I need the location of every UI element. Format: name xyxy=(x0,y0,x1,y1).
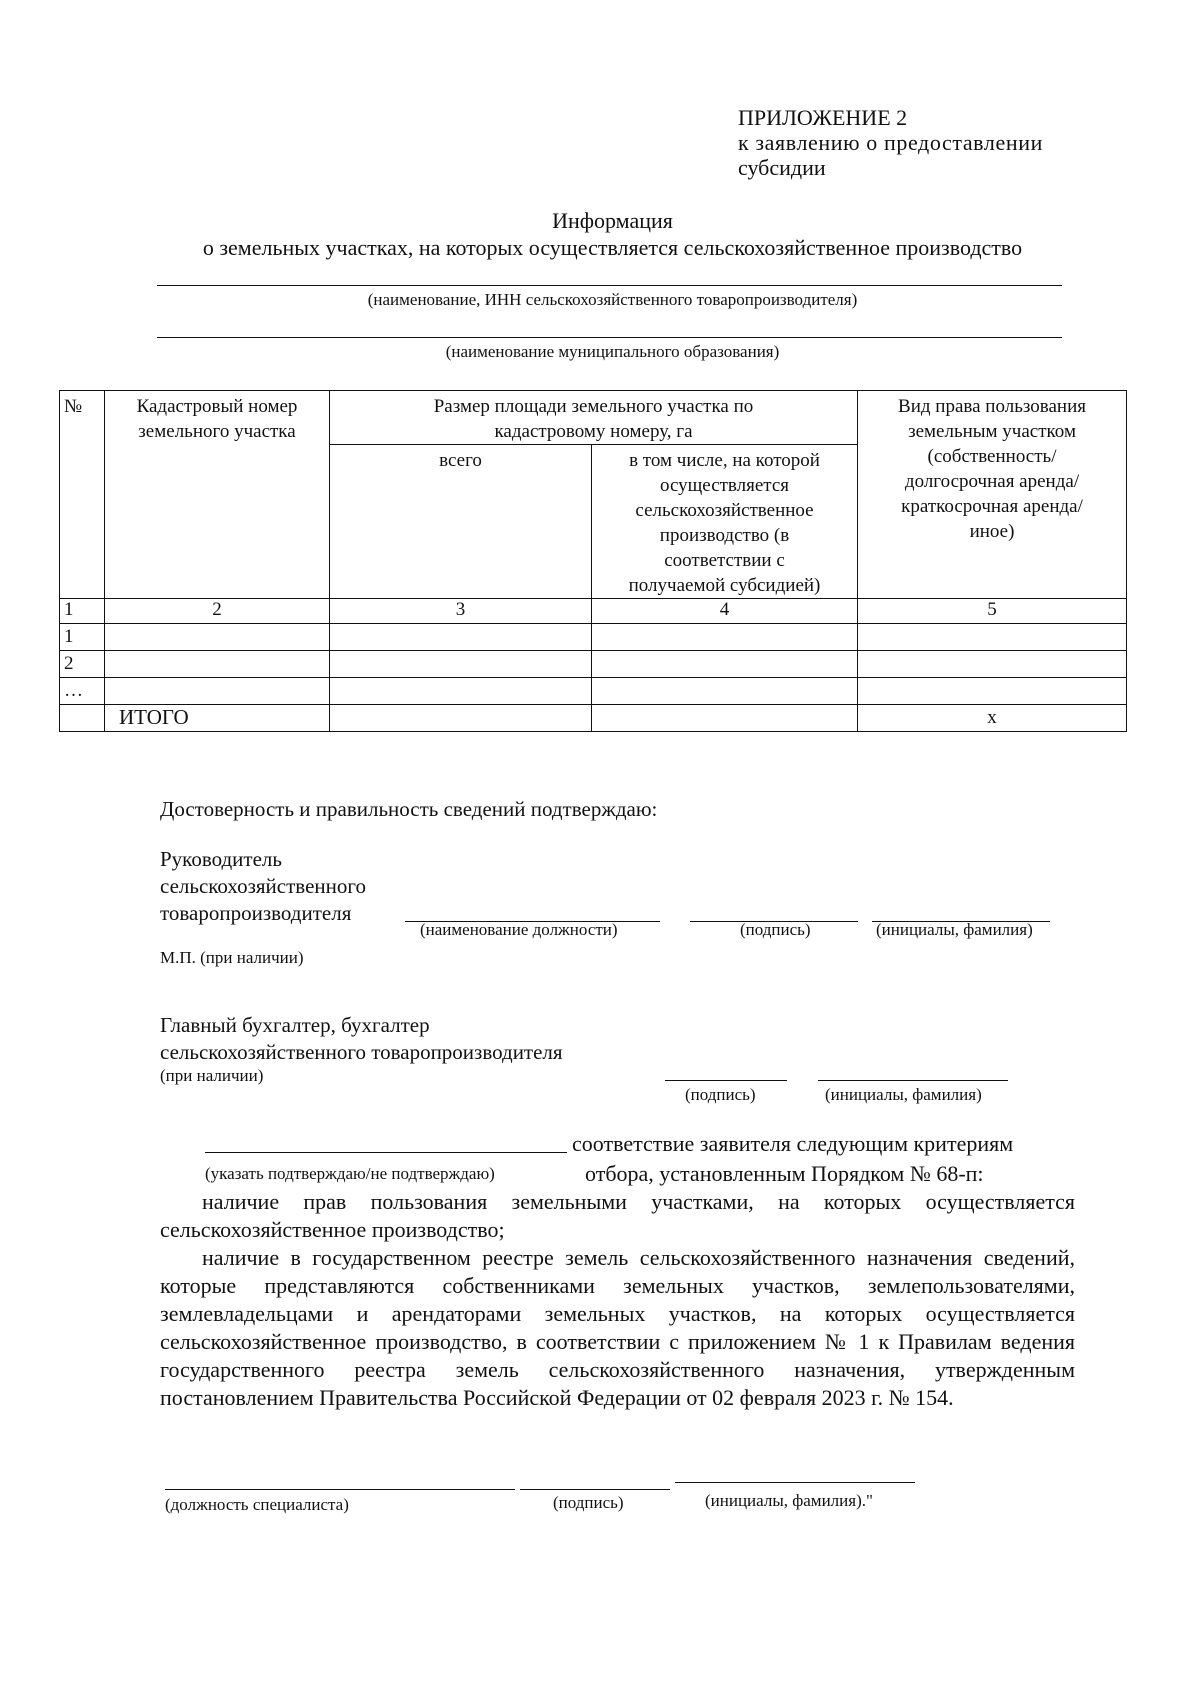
column-number: 5 xyxy=(858,599,1127,624)
total-area-cell[interactable] xyxy=(330,705,592,732)
confirmation-statement: Достоверность и правильность сведений подтверждаю: xyxy=(160,797,658,821)
right-type-cell[interactable] xyxy=(858,651,1127,678)
criteria-para1: наличие прав пользования земельными участками, на которых осуществляется сельскохозяйственное производство; xyxy=(160,1189,1075,1242)
header-cadastral: Кадастровый номер земельного участка xyxy=(105,391,330,599)
specialist-signature-caption: (подпись) xyxy=(553,1493,624,1512)
specialist-initials-line[interactable] xyxy=(675,1482,915,1483)
area-farmland-cell[interactable] xyxy=(592,678,858,705)
row-number: 2 xyxy=(60,651,105,678)
document-title: Информация xyxy=(552,208,673,233)
appendix-title: ПРИЛОЖЕНИЕ 2 xyxy=(738,105,908,130)
head-label-line3: товаропроизводителя xyxy=(160,901,352,925)
criteria-line2: отбора, установленным Порядком № 68-п: xyxy=(585,1161,984,1186)
head-position-caption: (наименование должности) xyxy=(420,920,618,939)
column-number: 1 xyxy=(60,599,105,624)
area-total-cell[interactable] xyxy=(330,678,592,705)
appendix-line2: субсидии xyxy=(738,155,826,180)
header-right-type: Вид права пользования земельным участком (собственность/ долгосрочная аренда/ краткосрочная аренда/ иное) xyxy=(858,391,1127,599)
header-area-group: Размер площади земельного участка по кадастровому номеру, га xyxy=(330,391,858,445)
total-farmland-cell[interactable] xyxy=(592,705,858,732)
column-number: 3 xyxy=(330,599,592,624)
area-total-cell[interactable] xyxy=(330,651,592,678)
head-initials-caption: (инициалы, фамилия) xyxy=(876,920,1033,939)
row-number: … xyxy=(60,678,105,705)
area-farmland-cell[interactable] xyxy=(592,624,858,651)
accountant-initials-line[interactable] xyxy=(818,1080,1008,1081)
cadastral-cell[interactable] xyxy=(105,678,330,705)
accountant-label-line2: сельскохозяйственного товаропроизводителя xyxy=(160,1040,563,1064)
table-row xyxy=(60,678,1127,705)
specialist-position-line[interactable] xyxy=(165,1489,515,1490)
header-no: № xyxy=(60,391,105,599)
total-row xyxy=(60,705,1127,732)
header-area-farmland: в том числе, на которой осуществляется сельскохозяйственное производство (в соответствии с получаемой субсидией) xyxy=(592,445,858,599)
stamp-note: М.П. (при наличии) xyxy=(160,948,304,967)
municipality-field-line[interactable] xyxy=(157,337,1062,338)
cadastral-cell[interactable] xyxy=(105,651,330,678)
column-number: 2 xyxy=(105,599,330,624)
document-subtitle: о земельных участках, на которых осуществляется сельскохозяйственное производство xyxy=(202,235,1023,260)
total-label: ИТОГО xyxy=(105,705,330,732)
column-number: 4 xyxy=(592,599,858,624)
row-number: 1 xyxy=(60,624,105,651)
producer-field-line[interactable] xyxy=(157,285,1062,286)
specialist-signature-line[interactable] xyxy=(520,1489,670,1490)
accountant-label xyxy=(160,1012,563,1086)
criteria-confirm-caption: (указать подтверждаю/не подтверждаю) xyxy=(205,1164,495,1183)
right-type-cell[interactable] xyxy=(858,678,1127,705)
criteria-para2: наличие в государственном реестре земель сельскохозяйственного назначения сведений, которые представляются собственниками земельных участков, землепользователями, землевладельцами и арендаторами земельных участков, на которых осуществляется сельскохозяйственное производство, в соответствии с приложением № 1 к Правилам ведения государственного реестра земель сельскохозяйственного назначения, утвержденным постановлением Правительства Российской Федерации от 02 февраля 2023 г. № 154. xyxy=(160,1245,1075,1410)
total-no-cell xyxy=(60,705,105,732)
accountant-initials-caption: (инициалы, фамилия) xyxy=(825,1085,982,1104)
appendix-line1: к заявлению о предоставлении xyxy=(738,130,1043,155)
header-area-total: всего xyxy=(330,445,592,599)
criteria-line1: соответствие заявителя следующим критериям xyxy=(572,1131,1014,1156)
head-label xyxy=(160,846,366,927)
accountant-label-line3: (при наличии) xyxy=(160,1066,264,1085)
area-total-cell[interactable] xyxy=(330,624,592,651)
accountant-signature-caption: (подпись) xyxy=(685,1085,756,1104)
head-label-line1: Руководитель xyxy=(160,847,282,871)
area-farmland-cell[interactable] xyxy=(592,651,858,678)
municipality-field-caption: (наименование муниципального образования) xyxy=(445,342,780,361)
total-right-type: х xyxy=(858,705,1127,732)
specialist-position-caption: (должность специалиста) xyxy=(165,1495,349,1514)
land-plots-table xyxy=(59,390,1127,732)
table-row xyxy=(60,651,1127,678)
table-row xyxy=(60,624,1127,651)
cadastral-cell[interactable] xyxy=(105,624,330,651)
right-type-cell[interactable] xyxy=(858,624,1127,651)
head-label-line2: сельскохозяйственного xyxy=(160,874,366,898)
accountant-label-line1: Главный бухгалтер, бухгалтер xyxy=(160,1013,430,1037)
specialist-initials-caption: (инициалы, фамилия)." xyxy=(705,1491,873,1510)
criteria-confirm-line[interactable] xyxy=(205,1152,567,1153)
accountant-signature-line[interactable] xyxy=(665,1080,787,1081)
column-numbers-row xyxy=(60,599,1127,624)
appendix-header xyxy=(738,105,1043,180)
producer-field-caption: (наименование, ИНН сельскохозяйственного товаропроизводителя) xyxy=(367,290,858,309)
head-signature-caption: (подпись) xyxy=(740,920,811,939)
criteria-paragraphs xyxy=(160,1188,1075,1412)
